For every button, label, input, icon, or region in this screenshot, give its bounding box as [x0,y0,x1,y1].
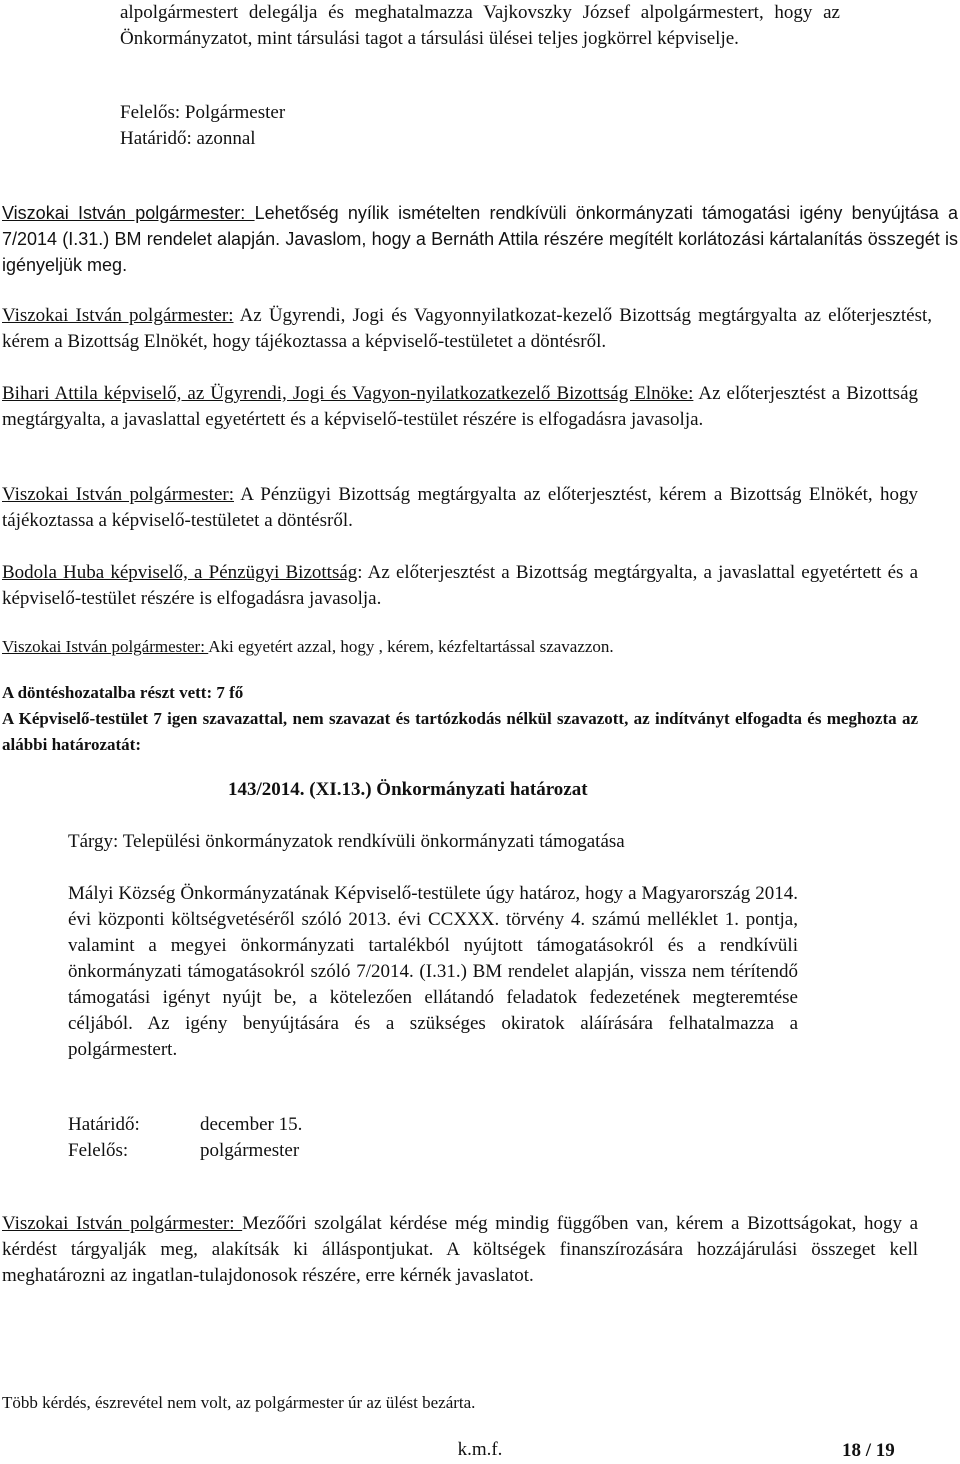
page-number: 18 / 19 [842,1440,895,1461]
paragraph-text: Mezőőri szolgálat kérdése még mindig függőben van, kérem a Bizottságokat, hogy a kérdést tárgyalják meg, alakítsák ki álláspontjukat. A költségek finanszírozására hozzájárulási összeget kell meghatározni az ingatlan-tulajdonosok részére, erre kérnék javaslatot. [2,1213,919,1286]
resolution-body: Mályi Község Önkormányzatának Képviselő-testülete úgy határoz, hogy a Magyarország 2014. évi központi költségvetéséről szóló 2013. évi CCXXX. törvény 4. számú melléklet 1. pontja, valamint a megyei önkormányzati tartalékból nyújtott támogatásokról és a rendkívüli önkormányzati támogatásokról szóló 7/2014. (I.31.) BM rendelet alapján, vissza nem térítendő támogatási igényt nyújt be, a kötelezően ellátandó feladatok fedezetének megteremtése céljából. Az igény benyújtására és a szükséges okiratok aláírására felhatalmazza a polgármestert. [68,883,798,1060]
kmf-signature-note: k.m.f. [457,1439,503,1460]
paragraph-finance-committee [2,560,918,612]
paragraph-mayor-committee-request [2,303,932,355]
intro-paragraph: alpolgármestert delegálja és meghatalmazza Vajkovszky József alpolgármestert, hogy az Önkormányzatot, mint társulási tagot a társulási ülései teljes jogkörrel képviselje. [120,2,840,49]
speaker-name: Viszokai István polgármester: [2,1213,243,1234]
resolution-title: 143/2014. (XI.13.) Önkormányzati határozat [228,779,588,800]
paragraph-text: Az Ügyrendi, Jogi és Vagyonnyilatkozat-kezelő Bizottság megtárgyalta az előterjesztést, kérem a Bizottság Elnökét, hogy tájékoztassa a képviselő-testületet a döntésről. [2,305,932,352]
paragraph-text: Az előterjesztést a Bizottság megtárgyalta, a javaslattal egyetértett és a képviselő-testület részére is elfogadásra javasolja. [2,383,918,430]
resolution-responsible [68,1138,468,1164]
responsible-label: Felelős: [68,1140,129,1161]
speaker-name: Viszokai István polgármester: [2,203,255,223]
speaker-name: Viszokai István polgármester: [2,637,209,656]
paragraph-text: A Pénzügyi Bizottság megtárgyalta az előterjesztést, kérem a Bizottság Elnökét, hogy tájékoztassa a képviselő-testületet a döntésről. [2,484,919,531]
speaker-name: Bihari Attila képviselő, az Ügyrendi, Jogi és Vagyon-nyilatkozatkezelő Bizottság Elnöke: [2,383,694,404]
paragraph-text: Lehetőség nyílik ismételten rendkívüli önkormányzati támogatási igény benyújtása a 7/2014 (I.31.) BM rendelet alapján. Javaslom, hogy a Bernáth Attila részére megítélt korlátozási kártalanítás összegét is igényeljük meg. [2,203,959,275]
responsible-line: Felelős: Polgármester [120,102,286,123]
deadline-label: Határidő: [68,1114,140,1135]
speaker-name: Viszokai István polgármester: [2,305,234,326]
speaker-name: Viszokai István polgármester: [2,484,234,505]
paragraph-text: Aki egyetért azzal, hogy , kérem, kézfeltartással szavazzon. [208,637,614,656]
vote-participants: A döntéshozatalba részt vett: 7 fő [2,683,244,702]
resolution-deadline [68,1112,468,1138]
responsible-value: polgármester [200,1140,300,1161]
paragraph-committee-chair [2,381,918,433]
vote-result: A Képviselő-testület 7 igen szavazattal, nem szavazat és tartózkodás nélkül szavazott, az indítványt elfogadta és meghozta az alábbi határozatát: [2,709,918,754]
paragraph-mayor-finance-request [2,482,918,534]
closing-note: Több kérdés, észrevétel nem volt, az polgármester úr az ülést bezárta. [2,1393,476,1412]
paragraph-field-guard [2,1211,918,1289]
paragraph-text: : Az előterjesztést a Bizottság megtárgyalta, a javaslattal egyetértett és a képviselő-testület részére is elfogadásra javasolja. [2,562,919,609]
deadline-value: december 15. [200,1114,303,1135]
paragraph-mayor-support-request [2,200,958,278]
paragraph-mayor-vote-call [2,634,942,660]
deadline-line: Határidő: azonnal [120,128,256,149]
resolution-subject: Tárgy: Települési önkormányzatok rendkívüli önkormányzati támogatása [68,831,625,852]
speaker-name: Bodola Huba képviselő, a Pénzügyi Bizottság [2,562,358,583]
